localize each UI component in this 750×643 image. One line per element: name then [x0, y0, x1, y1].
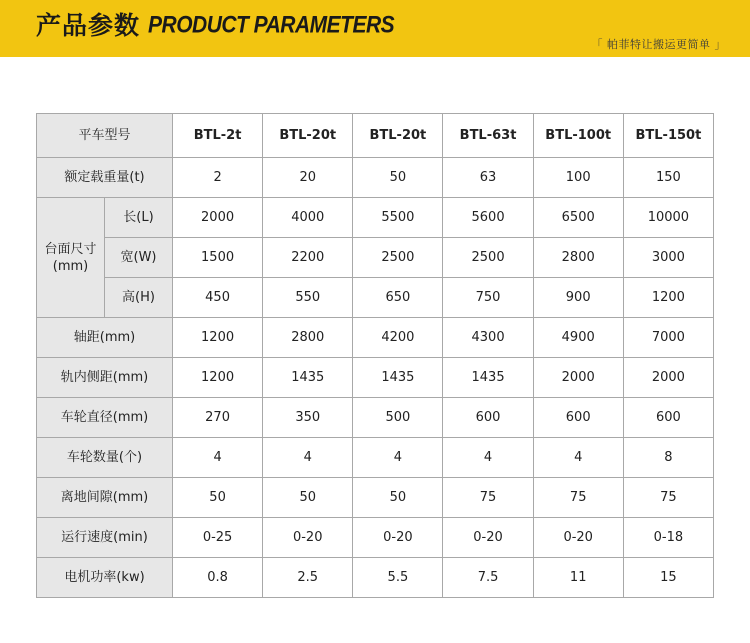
row-value: 2200 — [263, 238, 353, 278]
row-value: 900 — [533, 278, 623, 318]
row-value: 5.5 — [353, 558, 443, 598]
table-row — [37, 518, 714, 558]
row-value: 1200 — [623, 278, 713, 318]
row-value: 75 — [533, 478, 623, 518]
row-value: 1435 — [353, 358, 443, 398]
row-value: 4900 — [533, 318, 623, 358]
row-value: 600 — [533, 398, 623, 438]
row-value: 2500 — [443, 238, 533, 278]
row-value: 500 — [353, 398, 443, 438]
row-value: 100 — [533, 158, 623, 198]
table-row — [37, 318, 714, 358]
table-row-header — [37, 114, 714, 158]
table-header-label: 平车型号 — [37, 114, 173, 158]
row-value: 4000 — [263, 198, 353, 238]
row-value: 0-18 — [623, 518, 713, 558]
row-value: 1435 — [443, 358, 533, 398]
row-value: 5600 — [443, 198, 533, 238]
row-value: 50 — [353, 158, 443, 198]
row-value: 7.5 — [443, 558, 533, 598]
row-label: 额定载重量(t) — [37, 158, 173, 198]
row-value: 270 — [173, 398, 263, 438]
row-value: 4 — [443, 438, 533, 478]
row-value: 2.5 — [263, 558, 353, 598]
row-value: 3000 — [623, 238, 713, 278]
row-group-label-line2: (mm) — [52, 258, 89, 274]
row-group-label — [37, 198, 105, 318]
header-title-en: PRODUCT PARAMETERS — [148, 11, 395, 39]
row-value: 1200 — [173, 318, 263, 358]
row-sub-label: 宽(W) — [105, 238, 173, 278]
table-row — [37, 358, 714, 398]
row-value: 350 — [263, 398, 353, 438]
row-label: 轨内侧距(mm) — [37, 358, 173, 398]
row-value: 50 — [263, 478, 353, 518]
row-value: 7000 — [623, 318, 713, 358]
page-header — [0, 0, 750, 57]
row-label: 轴距(mm) — [37, 318, 173, 358]
table-row — [37, 438, 714, 478]
row-value: 600 — [623, 398, 713, 438]
table-row — [37, 278, 714, 318]
row-value: 4 — [533, 438, 623, 478]
row-value: 10000 — [623, 198, 713, 238]
row-value: 150 — [623, 158, 713, 198]
row-value: 1200 — [173, 358, 263, 398]
header-title — [36, 11, 394, 43]
row-value: 0-20 — [263, 518, 353, 558]
header-title-cn: 产品参数 — [36, 11, 141, 40]
row-value: 0-20 — [533, 518, 623, 558]
row-label: 运行速度(min) — [37, 518, 173, 558]
row-value: 2000 — [533, 358, 623, 398]
row-value: 0-20 — [353, 518, 443, 558]
row-value: 4 — [173, 438, 263, 478]
table-header-model-4: BTL-63t — [443, 114, 533, 158]
table-header-model-6: BTL-150t — [623, 114, 713, 158]
row-label: 车轮数量(个) — [37, 438, 173, 478]
row-value: 1435 — [263, 358, 353, 398]
row-value: 5500 — [353, 198, 443, 238]
table-row — [37, 478, 714, 518]
table-header-model-1: BTL-2t — [173, 114, 263, 158]
row-value: 450 — [173, 278, 263, 318]
table-row — [37, 158, 714, 198]
row-value: 2800 — [533, 238, 623, 278]
row-value: 4 — [353, 438, 443, 478]
header-slogan: 「 帕菲特让搬运更简单 」 — [591, 38, 726, 51]
row-value: 2 — [173, 158, 263, 198]
table-header-model-3: BTL-20t — [353, 114, 443, 158]
row-value: 4300 — [443, 318, 533, 358]
table-row — [37, 238, 714, 278]
table-row — [37, 558, 714, 598]
row-value: 20 — [263, 158, 353, 198]
row-group-label-line1: 台面尺寸 — [44, 241, 97, 257]
row-label: 车轮直径(mm) — [37, 398, 173, 438]
table-row — [37, 398, 714, 438]
row-value: 75 — [443, 478, 533, 518]
row-label: 电机功率(kw) — [37, 558, 173, 598]
table-row — [37, 198, 714, 238]
row-value: 2500 — [353, 238, 443, 278]
row-value: 15 — [623, 558, 713, 598]
row-value: 50 — [353, 478, 443, 518]
row-value: 2000 — [623, 358, 713, 398]
row-value: 75 — [623, 478, 713, 518]
table-header-model-5: BTL-100t — [533, 114, 623, 158]
row-value: 2000 — [173, 198, 263, 238]
row-value: 0.8 — [173, 558, 263, 598]
row-label: 离地间隙(mm) — [37, 478, 173, 518]
row-value: 63 — [443, 158, 533, 198]
row-value: 11 — [533, 558, 623, 598]
row-value: 6500 — [533, 198, 623, 238]
row-sub-label: 长(L) — [105, 198, 173, 238]
row-value: 0-20 — [443, 518, 533, 558]
row-value: 550 — [263, 278, 353, 318]
row-value: 2800 — [263, 318, 353, 358]
row-value: 0-25 — [173, 518, 263, 558]
row-value: 8 — [623, 438, 713, 478]
specifications-table — [36, 113, 714, 598]
row-sub-label: 高(H) — [105, 278, 173, 318]
table-header-model-2: BTL-20t — [263, 114, 353, 158]
row-value: 4200 — [353, 318, 443, 358]
page-content — [0, 57, 750, 643]
row-value: 1500 — [173, 238, 263, 278]
row-value: 4 — [263, 438, 353, 478]
row-value: 750 — [443, 278, 533, 318]
row-value: 50 — [173, 478, 263, 518]
row-value: 650 — [353, 278, 443, 318]
row-value: 600 — [443, 398, 533, 438]
